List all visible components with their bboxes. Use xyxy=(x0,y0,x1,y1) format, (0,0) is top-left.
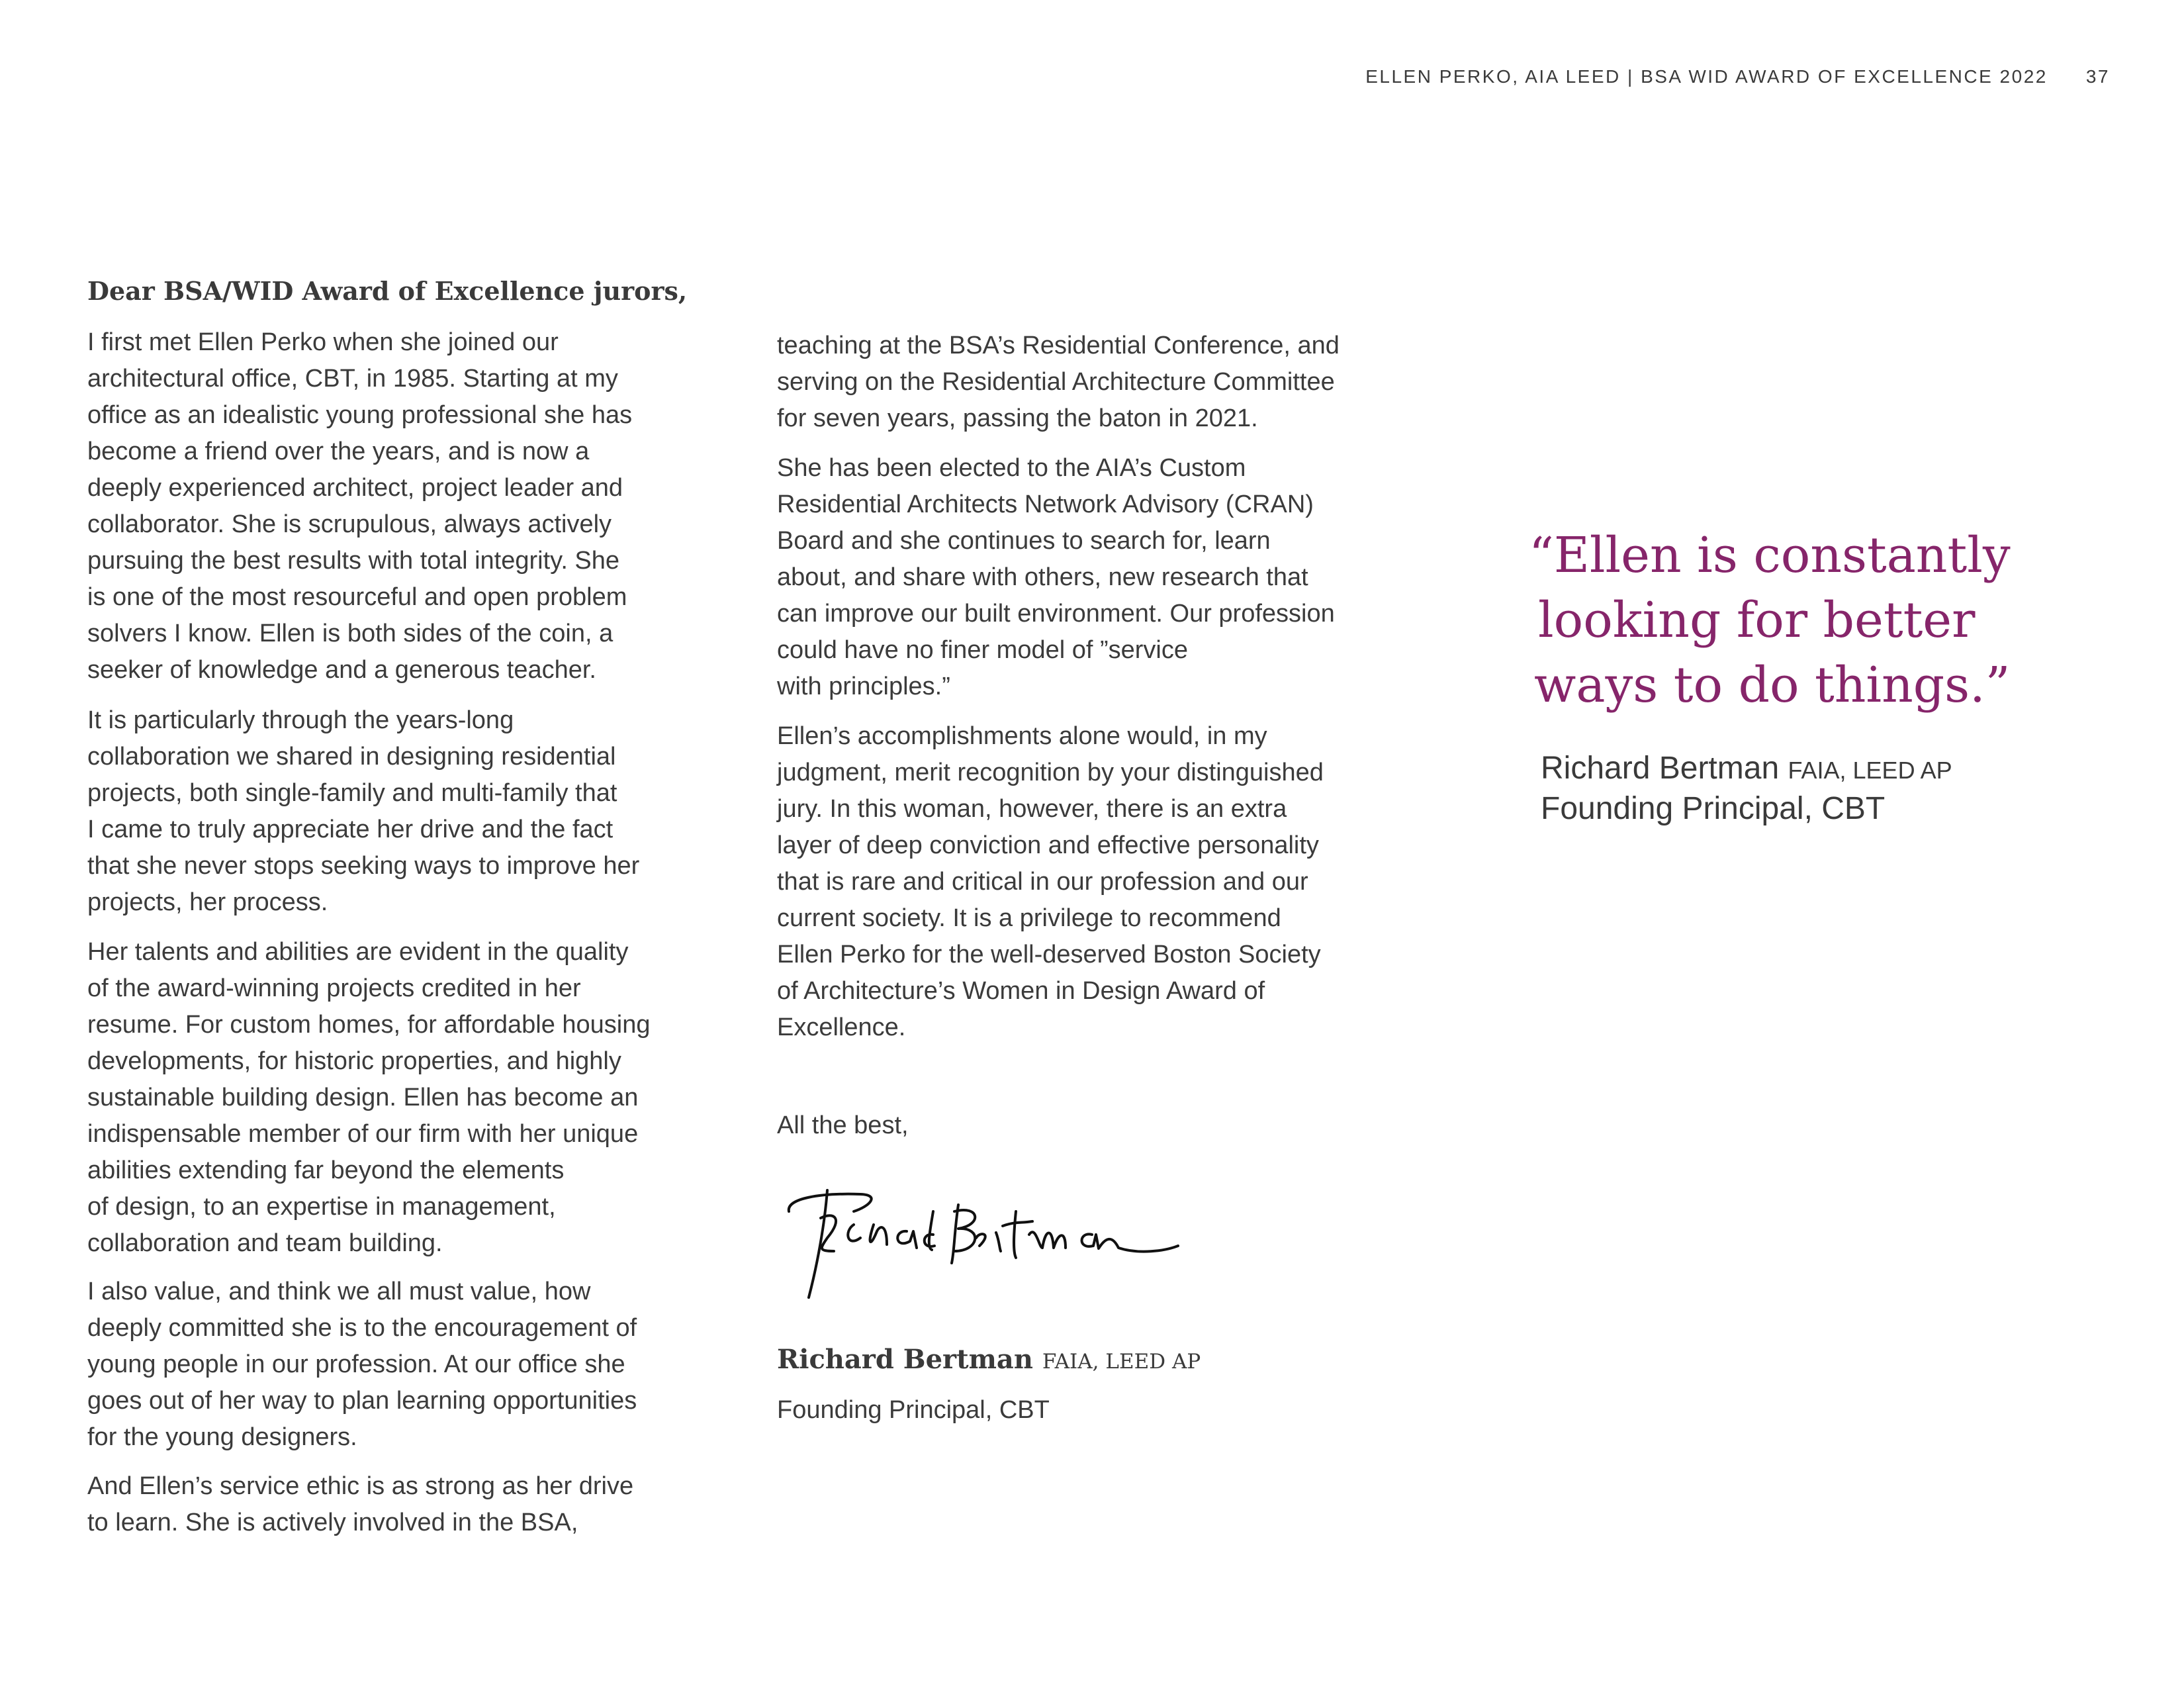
pull-quote-line: “Ellen is constantly xyxy=(1529,527,2011,584)
letter-paragraph xyxy=(87,1468,633,1541)
text-line: of the award-winning projects credited in her xyxy=(87,974,581,1002)
text-line: office as an idealistic young professional she has xyxy=(87,401,633,429)
text-line: And Ellen’s service ethic is as strong as her drive xyxy=(87,1472,634,1500)
text-line: of Architecture’s Women in Design Award of xyxy=(777,977,1265,1005)
text-line: developments, for historic properties, and highly xyxy=(87,1047,621,1075)
text-line: teaching at the BSA’s Residential Conference, and xyxy=(777,332,1340,359)
text-line: projects, her process. xyxy=(87,888,328,916)
text-line: for the young designers. xyxy=(87,1423,357,1451)
letter-paragraph xyxy=(87,702,639,921)
text-line: that is rare and critical in our profession and our xyxy=(777,868,1308,896)
text-line: can improve our built environment. Our profession xyxy=(777,600,1335,628)
text-line: projects, both single-family and multi-family that xyxy=(87,779,617,807)
text-line: young people in our profession. At our office she xyxy=(87,1350,625,1378)
text-line: Her talents and abilities are evident in the quality xyxy=(87,938,629,966)
attribution-title: Founding Principal, CBT xyxy=(1541,791,1886,826)
text-line: abilities extending far beyond the elements xyxy=(87,1156,565,1184)
text-line: I came to truly appreciate her drive and the fact xyxy=(87,816,614,843)
attribution-credentials: FAIA, LEED AP xyxy=(1788,757,1952,784)
text-line: pursuing the best results with total integrity. She xyxy=(87,547,620,575)
text-line: It is particularly through the years-long xyxy=(87,706,514,734)
salutation: Dear BSA/WID Award of Excellence jurors, xyxy=(87,276,688,306)
pull-quote xyxy=(1529,523,2011,718)
text-line: I also value, and think we all must value, how xyxy=(87,1278,591,1305)
text-line: current society. It is a privilege to recommend xyxy=(777,904,1281,932)
text-line: seeker of knowledge and a generous teacher. xyxy=(87,656,596,684)
letter-paragraph xyxy=(777,328,1340,437)
signer-title: Founding Principal, CBT xyxy=(777,1396,1050,1424)
text-line: collaboration we shared in designing residential xyxy=(87,743,616,771)
text-line: Ellen’s accomplishments alone would, in my xyxy=(777,722,1267,750)
text-line: layer of deep conviction and effective personality xyxy=(777,831,1319,859)
letter-paragraph xyxy=(777,450,1335,705)
text-line: She has been elected to the AIA’s Custom xyxy=(777,454,1246,482)
header-title: ELLEN PERKO, AIA LEED | BSA WID AWARD OF EXCELLENCE 2022 xyxy=(1365,66,2048,87)
signer-name: Richard Bertman xyxy=(777,1344,1033,1375)
text-line: I first met Ellen Perko when she joined our xyxy=(87,328,559,356)
running-header xyxy=(1365,66,2110,87)
text-line: deeply experienced architect, project leader and xyxy=(87,474,623,502)
attribution-name: Richard Bertman xyxy=(1541,751,1780,786)
text-line: become a friend over the years, and is now a xyxy=(87,438,590,465)
letter-paragraph xyxy=(87,1274,637,1456)
text-line: jury. In this woman, however, there is an extra xyxy=(777,795,1287,823)
text-line: collaboration and team building. xyxy=(87,1229,443,1257)
text-line: Ellen Perko for the well-deserved Boston Society xyxy=(777,941,1321,968)
pull-quote-line: ways to do things.” xyxy=(1534,657,2011,714)
text-line: with principles.” xyxy=(777,673,950,700)
text-line: resume. For custom homes, for affordable housing xyxy=(87,1011,651,1039)
text-line: to learn. She is actively involved in the BSA, xyxy=(87,1509,578,1536)
text-line: could have no finer model of ”service xyxy=(777,636,1188,664)
text-line: judgment, merit recognition by your distinguished xyxy=(777,759,1324,786)
signer-name-block xyxy=(777,1344,1201,1375)
text-line: Board and she continues to search for, learn xyxy=(777,527,1271,555)
text-line: is one of the most resourceful and open problem xyxy=(87,583,627,611)
text-line: for seven years, passing the baton in 2021. xyxy=(777,404,1258,432)
text-line: serving on the Residential Architecture Committee xyxy=(777,368,1335,396)
page-number: 37 xyxy=(2085,66,2110,87)
text-line: goes out of her way to plan learning opportunities xyxy=(87,1387,637,1415)
text-line: of design, to an expertise in management, xyxy=(87,1193,556,1221)
text-line: sustainable building design. Ellen has become an xyxy=(87,1084,639,1111)
text-line: deeply committed she is to the encouragement of xyxy=(87,1314,637,1342)
pull-quote-attribution xyxy=(1541,749,1952,828)
signer-credentials: FAIA, LEED AP xyxy=(1042,1350,1201,1374)
text-line: Excellence. xyxy=(777,1013,906,1041)
text-line: Residential Architects Network Advisory (CRAN) xyxy=(777,491,1314,518)
text-line: architectural office, CBT, in 1985. Starting at my xyxy=(87,365,618,393)
text-line: indispensable member of our firm with her unique xyxy=(87,1120,639,1148)
pull-quote-line: looking for better xyxy=(1538,592,1976,649)
letter-paragraph xyxy=(87,934,651,1262)
text-line: that she never stops seeking ways to improve her xyxy=(87,852,640,880)
text-line: collaborator. She is scrupulous, always actively xyxy=(87,510,612,538)
text-line: about, and share with others, new research that xyxy=(777,563,1308,591)
signature xyxy=(781,1185,1211,1304)
letter-paragraph xyxy=(87,324,632,688)
text-line: solvers I know. Ellen is both sides of the coin, a xyxy=(87,620,614,647)
letter-paragraph xyxy=(777,718,1324,1046)
closing: All the best, xyxy=(777,1111,909,1139)
